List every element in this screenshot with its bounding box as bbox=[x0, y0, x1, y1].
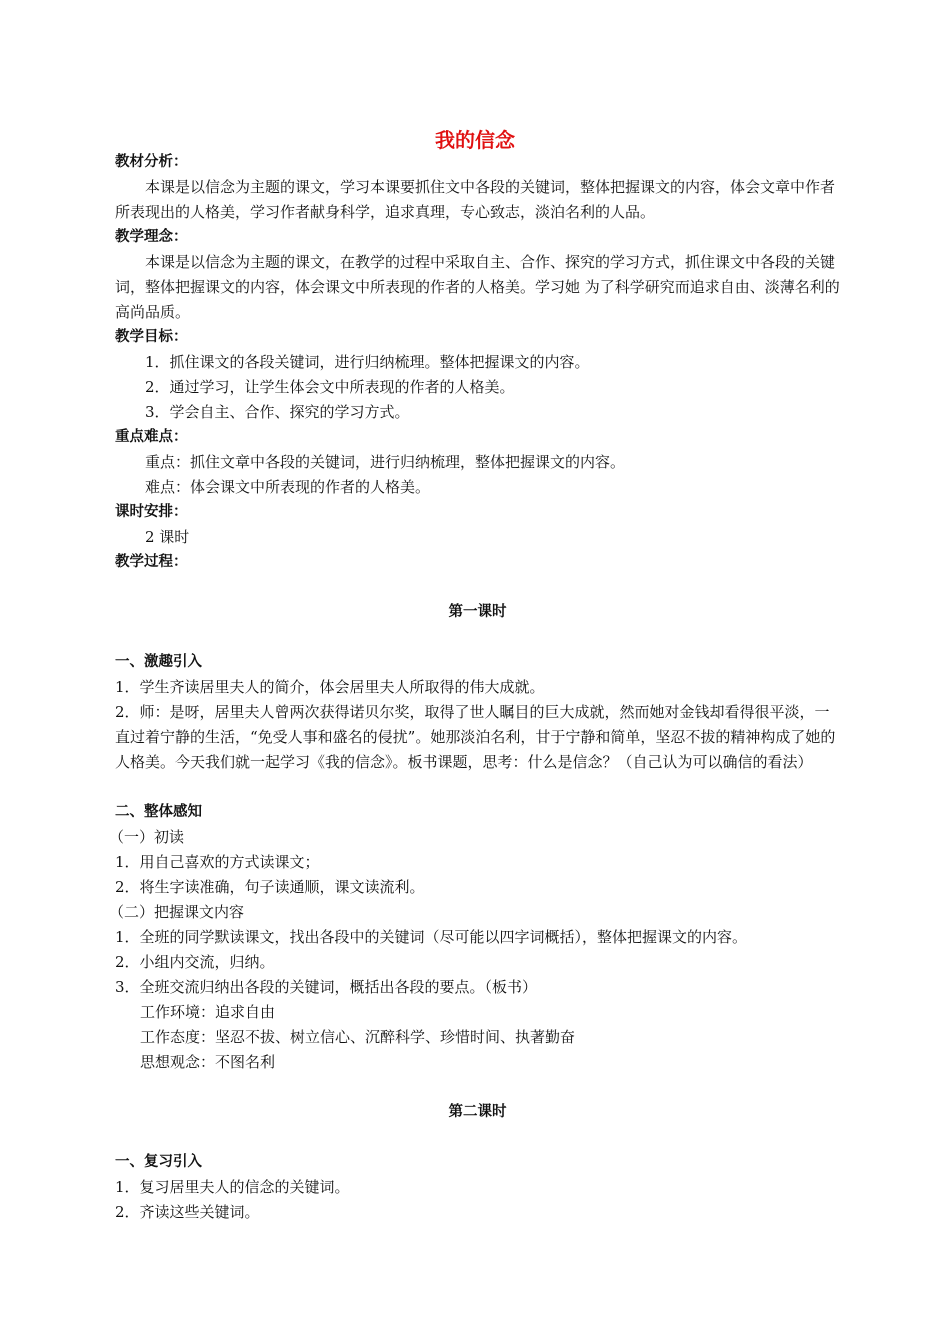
goal-item: 3．学会自主、合作、探究的学习方式。 bbox=[145, 403, 410, 421]
schedule-text: 2 课时 bbox=[145, 528, 190, 546]
schedule-heading: 课时安排： bbox=[115, 504, 188, 520]
lesson2-sec1-item: 2．齐读这些关键词。 bbox=[115, 1203, 260, 1221]
goal-item: 2．通过学习，让学生体会文中所表现的作者的人格美。 bbox=[145, 378, 515, 396]
board-line: 工作态度：坚忍不拔、树立信心、沉醉科学、珍惜时间、执著勤奋 bbox=[140, 1028, 576, 1046]
board-line: 思想观念：不图名利 bbox=[140, 1053, 276, 1071]
keypoints-heading: 重点难点： bbox=[115, 429, 188, 445]
lesson1-sec2-heading: 二、整体感知 bbox=[115, 804, 202, 820]
lesson2-title: 第二课时 bbox=[448, 1104, 507, 1120]
concept-heading: 教学理念： bbox=[115, 229, 188, 245]
lesson1-sub1-item: 1．用自己喜欢的方式读课文； bbox=[115, 853, 320, 871]
lesson1-sub2-heading: （二）把握课文内容 bbox=[109, 903, 245, 921]
goals-heading: 教学目标： bbox=[115, 329, 188, 345]
lesson1-sub2-item: 1．全班的同学默读课文，找出各段中的关键词（尽可能以四字词概括），整体把握课文的内容。 bbox=[115, 928, 748, 946]
lesson1-sub2-item: 2．小组内交流，归纳。 bbox=[115, 953, 275, 971]
lesson1-sec1-item: 2．师：是呀，居里夫人曾两次获得诺贝尔奖，取得了世人瞩目的巨大成就，然而她对金钱却看得很平淡，一直过着宁静的生活，“免受人事和盛名的侵扰”。她那淡泊名利，甘于宁静和简单，坚忍不拔的精神构成了她的人格美。今天我们就一起学习《我的信念》。板书课题，思考：什么是信念？（自己认为可以确信的看法） bbox=[115, 703, 836, 771]
keypoint-item: 重点：抓住文章中各段的关键词，进行归纳梳理，整体把握课文的内容。 bbox=[145, 453, 626, 471]
lesson1-sub1-item: 2．将生字读准确，句子读通顺，课文读流利。 bbox=[115, 878, 425, 896]
lesson1-title: 第一课时 bbox=[448, 604, 507, 620]
goal-item: 1．抓住课文的各段关键词，进行归纳梳理。整体把握课文的内容。 bbox=[145, 353, 590, 371]
process-heading: 教学过程： bbox=[115, 554, 188, 570]
keypoint-item: 难点：体会课文中所表现的作者的人格美。 bbox=[145, 478, 431, 496]
concept-text: 本课是以信念为主题的课文，在教学的过程中采取自主、合作、探究的学习方式，抓住课文中各段的关键词，整体把握课文的内容，体会课文中所表现的作者的人格美。学习她 为了科学研究而追求自由、淡薄名利的高尚品质。 bbox=[115, 253, 840, 321]
analysis-heading: 教材分析： bbox=[115, 154, 188, 170]
lesson1-sec1-heading: 一、激趣引入 bbox=[115, 654, 202, 670]
lesson2-sec1-heading: 一、复习引入 bbox=[115, 1154, 202, 1170]
board-line: 工作环境：追求自由 bbox=[140, 1003, 276, 1021]
lesson1-sub1-heading: （一）初读 bbox=[109, 828, 185, 846]
document-body bbox=[109, 150, 840, 1225]
lesson1-sub2-item: 3．全班交流归纳出各段的关键词，概括出各段的要点。（板书） bbox=[115, 978, 538, 996]
analysis-text: 本课是以信念为主题的课文，学习本课要抓住文中各段的关键词，整体把握课文的内容，体会文章中作者所表现出的人格美，学习作者献身科学，追求真理，专心致志，淡泊名利的人品。 bbox=[115, 178, 836, 221]
lesson2-sec1-item: 1．复习居里夫人的信念的关键词。 bbox=[115, 1178, 350, 1196]
page-title: 我的信念 bbox=[435, 128, 515, 152]
lesson1-sec1-item: 1．学生齐读居里夫人的简介，体会居里夫人所取得的伟大成就。 bbox=[115, 678, 545, 696]
